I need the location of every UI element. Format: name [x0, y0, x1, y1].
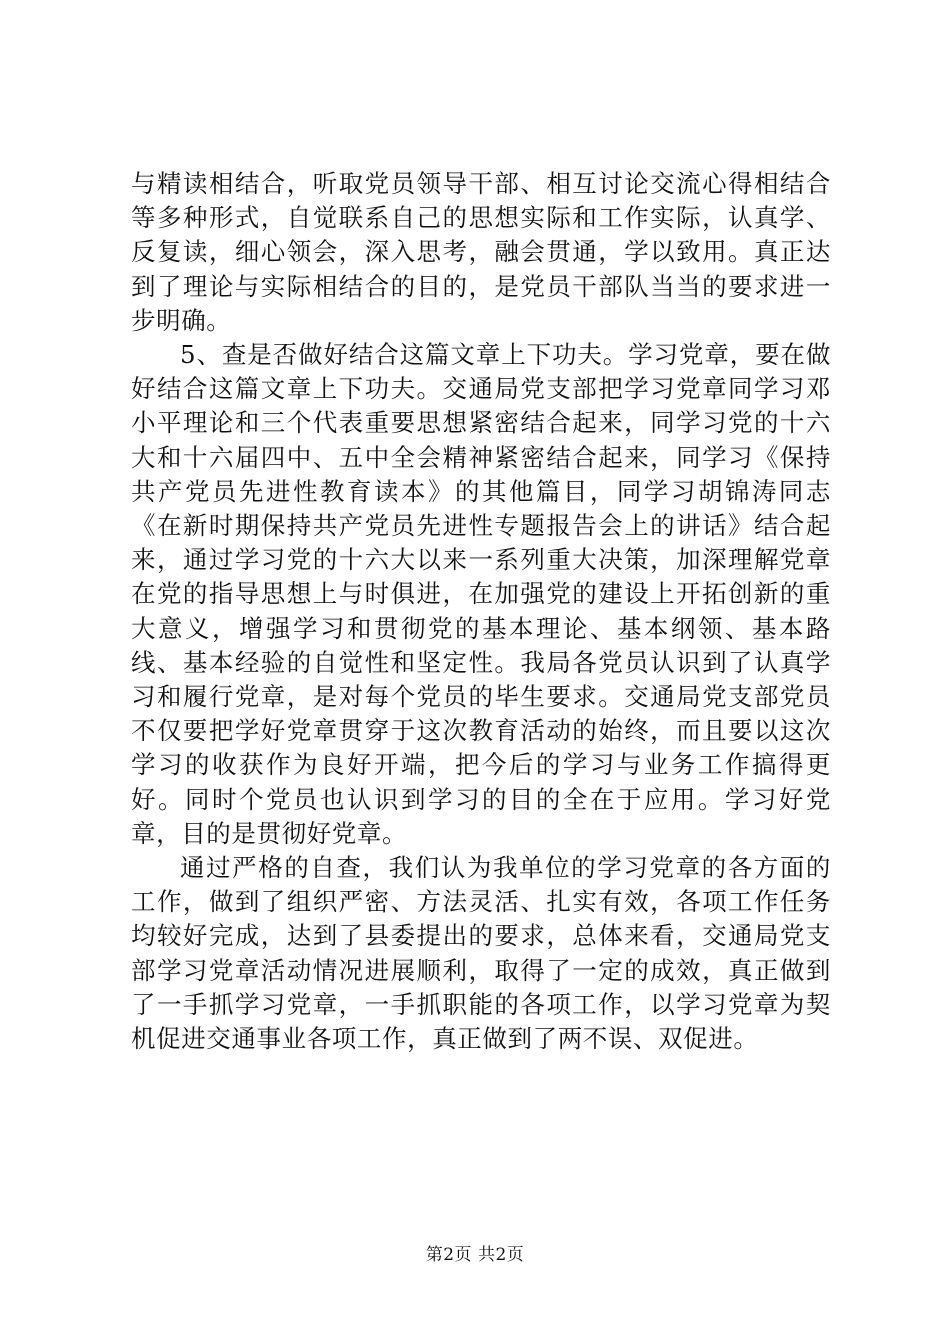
page-number-footer: 第2页 共2页 — [425, 1245, 525, 1265]
paragraph-continuation: 与精读相结合，听取党员领导干部、相互讨论交流心得相结合等多种形式，自觉联系自己的思想实际和工作实际，认真学、反复读，细心领会，深入思考，融会贯通，学以致用。真正达到了理论与实际相结合的目的，是党员干部队当当的要求进一步明确。 — [131, 169, 831, 335]
paragraph-conclusion: 通过严格的自查，我们认为我单位的学习党章的各方面的工作，做到了组织严密、方法灵活、扎实有效，各项工作任务均较好完成，达到了县委提出的要求，总体来看，交通局党支部学习党章活动情况进展顺利，取得了一定的成效，真正做到了一手抓学习党章，一手抓职能的各项工作，以学习党章为契机促进交通事业各项工作，真正做到了两不误、双促进。 — [131, 853, 831, 1054]
paragraph-item-5: 5、查是否做好结合这篇文章上下功夫。学习党章，要在做好结合这篇文章上下功夫。交通局党支部把学习党章同学习邓小平理论和三个代表重要思想紧密结合起来，同学习党的十六大和十六届四中、五中全会精神紧密结合起来，同学习《保持共产党员先进性教育读本》的其他篇目，同学习胡锦涛同志《在新时期保持共产党员先进性专题报告会上的讲话》结合起来，通过学习党的十六大以来一系列重大决策，加深理解党章在党的指导思想上与时俱进，在加强党的建设上开拓创新的重大意义，增强学习和贯彻党的基本理论、基本纲领、基本路线、基本经验的自觉性和坚定性。我局各党员认识到了认真学习和履行党章，是对每个党员的毕生要求。交通局党支部党员不仅要把学好党章贯穿于这次教育活动的始终，而且要以这次学习的收获作为良好开端，把今后的学习与业务工作搞得更好。同时个党员也认识到学习的目的全在于应用。学习好党章，目的是贯彻好党章。 — [131, 340, 831, 848]
document-body — [131, 167, 831, 1056]
